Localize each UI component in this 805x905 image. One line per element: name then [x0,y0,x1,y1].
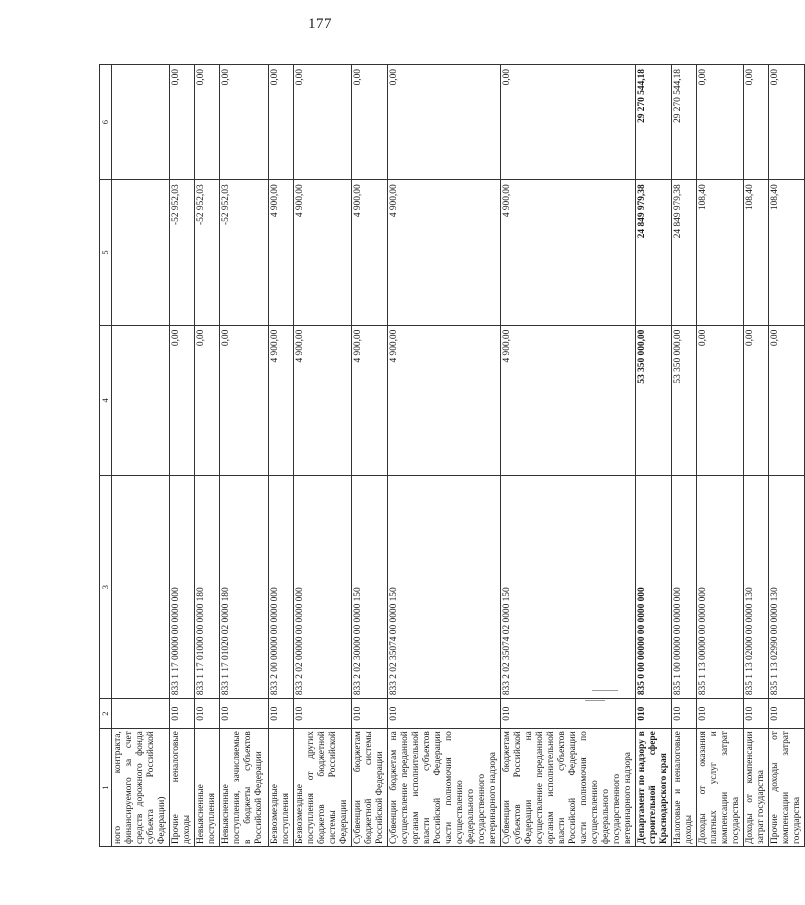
table-row-department [636,65,672,847]
scan-artifact-line [585,700,605,701]
row-fact: -52 952,03 [220,180,269,325]
row-other: 0,00 [501,65,636,180]
row-code: 010 [170,699,195,729]
table-row [697,65,744,847]
row-plan: 4 900,00 [269,325,294,475]
row-name: Прочие доходы от компенсации затрат государства [769,729,805,847]
row-other: 0,00 [744,65,769,180]
row-kbk: 833 2 02 30000 00 0000 150 [352,476,388,699]
row-other: 29 270 544,18 [636,65,672,180]
column-header: 6 [100,65,112,180]
row-other: 0,00 [769,65,805,180]
row-plan [112,325,170,475]
row-fact: 4 900,00 [388,180,501,325]
row-other: 0,00 [388,65,501,180]
row-kbk: 835 1 13 02000 00 0000 130 [744,476,769,699]
row-kbk: 835 1 13 00000 00 0000 000 [697,476,744,699]
row-plan: 0,00 [170,325,195,475]
row-code: 010 [672,699,697,729]
row-plan: 0,00 [769,325,805,475]
row-plan: 0,00 [744,325,769,475]
column-header: 3 [100,476,112,699]
row-code: 010 [769,699,805,729]
row-code: 010 [501,699,636,729]
row-plan: 4 900,00 [294,325,352,475]
row-code: 010 [294,699,352,729]
row-other: 0,00 [220,65,269,180]
row-name: Невыясненные поступления [195,729,220,847]
row-kbk: 835 1 13 02990 00 0000 130 [769,476,805,699]
row-other: 0,00 [294,65,352,180]
column-header-row [100,65,112,847]
row-fact: 108,40 [744,180,769,325]
table-row [769,65,805,847]
row-name: Субвенции бюджетам субъектов Российской Федерации на осуществление переданной органам исполнительной власти субъектов Российской Федерации части полномочия по осуществлению федерального государственного ветеринарного надзора [501,729,636,847]
row-code: 010 [697,699,744,729]
row-name: Доходы от оказания платных услуг и компенсации затрат государства [697,729,744,847]
row-kbk: 833 2 02 35074 00 0000 150 [388,476,501,699]
table-row [220,65,269,847]
row-other: 0,00 [269,65,294,180]
column-header: 2 [100,699,112,729]
row-kbk [112,476,170,699]
row-other: 0,00 [170,65,195,180]
row-plan: 53 350 000,00 [636,325,672,475]
row-fact: 24 849 979,38 [636,180,672,325]
row-code: 010 [352,699,388,729]
row-fact: -52 952,03 [195,180,220,325]
row-plan: 4 900,00 [352,325,388,475]
row-kbk: 833 1 17 00000 00 0000 000 [170,476,195,699]
column-header: 1 [100,729,112,847]
table-row [269,65,294,847]
page-number: 177 [308,16,332,32]
row-other: 0,00 [697,65,744,180]
row-fact: 108,40 [697,180,744,325]
row-name: Доходы от компенсации затрат государства [744,729,769,847]
table-row [501,65,636,847]
table-row [352,65,388,847]
row-code [112,699,170,729]
revenue-table [99,64,805,847]
row-name: ного контракта, финансируемого за счет средств дорожного фонда субъекта Российской Федерации) [112,729,170,847]
row-fact: 4 900,00 [269,180,294,325]
row-other: 29 270 544,18 [672,65,697,180]
table-row [744,65,769,847]
row-code: 010 [195,699,220,729]
row-plan: 0,00 [195,325,220,475]
row-fact [112,180,170,325]
row-fact: 4 900,00 [501,180,636,325]
table-row [672,65,697,847]
row-other: 0,00 [352,65,388,180]
row-code: 010 [388,699,501,729]
row-code: 010 [220,699,269,729]
row-code: 010 [636,699,672,729]
row-plan: 53 350 000,00 [672,325,697,475]
row-name: Субвенции бюджетам на осуществление переданной органам исполнительной власти субъектов Российской Федерации части полномочия по осуществлению федерального государственного ветеринарного надзора [388,729,501,847]
row-kbk: 833 2 02 35074 02 0000 150 [501,476,636,699]
row-name: Субвенции бюджетам бюджетной системы Российской Федерации [352,729,388,847]
row-code: 010 [269,699,294,729]
rotated-table-container [99,64,802,847]
row-name: Безвозмездные поступления от других бюджетов бюджетной системы Российской Федерации [294,729,352,847]
row-other: 0,00 [195,65,220,180]
row-kbk: 833 1 17 01000 00 0000 180 [195,476,220,699]
row-fact: -52 952,03 [170,180,195,325]
row-fact: 108,40 [769,180,805,325]
row-kbk: 835 0 00 00000 00 0000 000 [636,476,672,699]
scan-artifact-line [592,690,618,691]
row-plan: 4 900,00 [388,325,501,475]
row-plan: 4 900,00 [501,325,636,475]
table-row [195,65,220,847]
row-other [112,65,170,180]
row-fact: 4 900,00 [294,180,352,325]
table-row [112,65,170,847]
row-plan: 0,00 [697,325,744,475]
row-name: Безвозмездные поступления [269,729,294,847]
row-fact: 4 900,00 [352,180,388,325]
row-name: Прочие неналоговые доходы [170,729,195,847]
column-header: 4 [100,325,112,475]
row-kbk: 835 1 00 00000 00 0000 000 [672,476,697,699]
column-header: 5 [100,180,112,325]
row-fact: 24 849 979,38 [672,180,697,325]
row-plan: 0,00 [220,325,269,475]
table-row [170,65,195,847]
row-kbk: 833 1 17 01020 02 0000 180 [220,476,269,699]
row-name: Департамент по надзору в строительной сфере Краснодарского края [636,729,672,847]
table-row [388,65,501,847]
row-name: Невыясненные поступления, зачисляемые в бюджеты субъектов Российской Федерации [220,729,269,847]
row-kbk: 833 2 02 00000 00 0000 000 [294,476,352,699]
table-row [294,65,352,847]
row-name: Налоговые и неналоговые доходы [672,729,697,847]
row-kbk: 833 2 00 00000 00 0000 000 [269,476,294,699]
row-code: 010 [744,699,769,729]
